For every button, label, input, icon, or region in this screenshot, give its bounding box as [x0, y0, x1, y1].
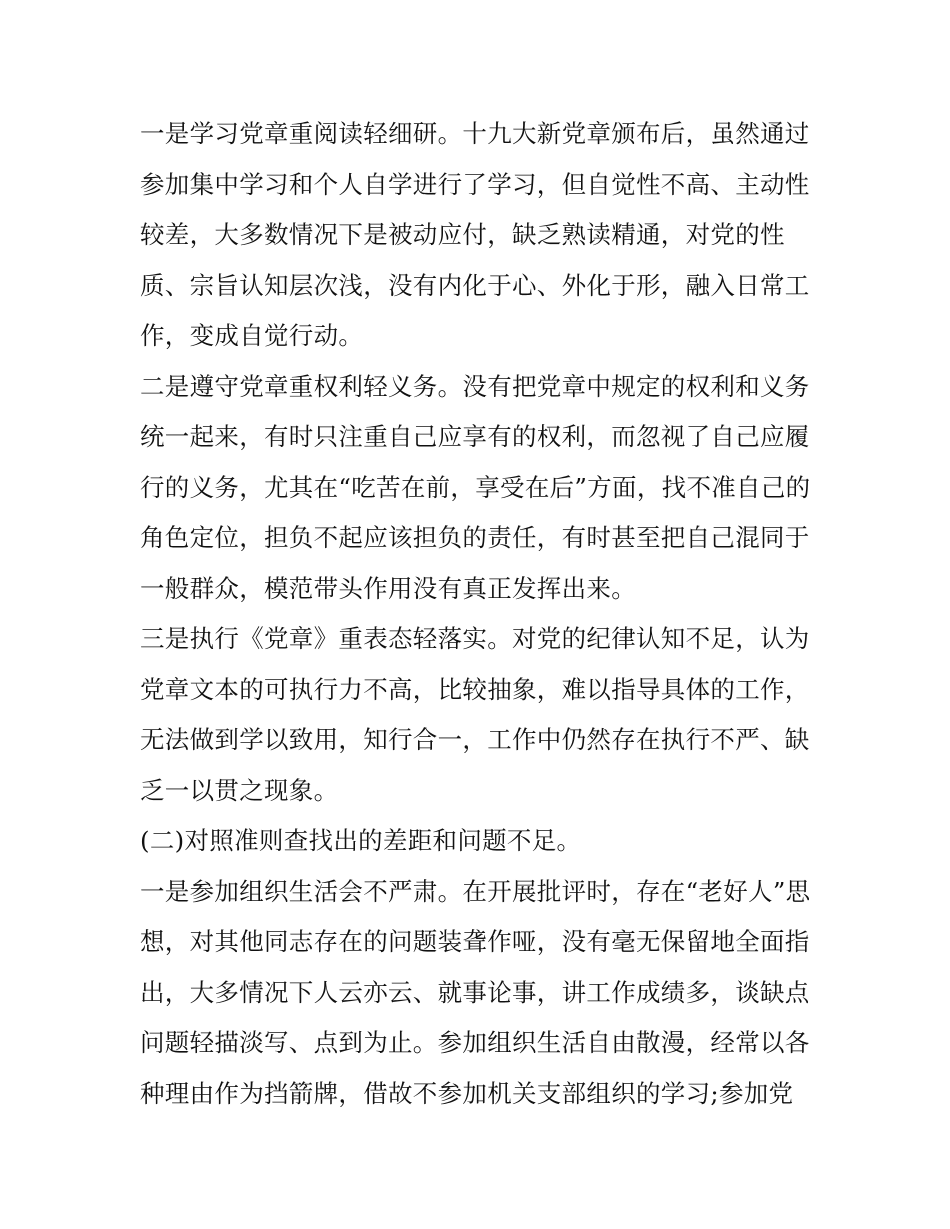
text-line: (二)对照准则查找出的差距和问题不足。 [140, 826, 582, 855]
document-body [140, 109, 820, 1119]
text-line: 出，大多情况下人云亦云、就事论事，讲工作成绩多，谈缺点 [140, 977, 810, 1007]
text-line: 种理由作为挡箭牌，借故不参加机关支部组织的学习;参加党 [140, 1078, 794, 1108]
text-line: 质、宗旨认知层次浅，没有内化于心、外化于形，融入日常工 [140, 270, 810, 300]
text-line: 作，变成自觉行动。 [140, 321, 364, 350]
text-line: 一是学习党章重阅读轻细研。十九大新党章颁布后，虽然通过 [140, 119, 810, 148]
text-line: 一般群众，模范带头作用没有真正发挥出来。 [140, 573, 636, 603]
text-line: 无法做到学以致用，知行合一，工作中仍然存在执行不严、缺 [140, 725, 810, 754]
text-line: 问题轻描淡写、点到为止。参加组织生活自由散漫，经常以各 [140, 1028, 810, 1057]
text-line: 想，对其他同志存在的问题装聋作哑，没有毫无保留地全面指 [140, 927, 810, 956]
text-line: 党章文本的可执行力不高，比较抽象，难以指导具体的工作， [140, 674, 810, 704]
text-line: 二是遵守党章重权利轻义务。没有把党章中规定的权利和义务 [140, 371, 810, 401]
text-line: 三是执行《党章》重表态轻落实。对党的纪律认知不足，认为 [140, 624, 810, 653]
text-line: 角色定位，担负不起应该担负的责任，有时甚至把自己混同于 [140, 523, 810, 552]
text-line: 较差，大多数情况下是被动应付，缺乏熟读精通，对党的性 [140, 220, 785, 249]
text-line: 行的义务，尤其在“吃苦在前，享受在后”方面，找不准自己的 [140, 472, 811, 502]
text-line: 一是参加组织生活会不严肃。在开展批评时，存在“老好人”思 [140, 876, 811, 906]
text-line: 乏一以贯之现象。 [140, 775, 339, 805]
text-line: 参加集中学习和个人自学进行了学习，但自觉性不高、主动性 [140, 169, 810, 199]
text-line: 统一起来，有时只注重自己应享有的权利，而忽视了自己应履 [140, 422, 810, 451]
